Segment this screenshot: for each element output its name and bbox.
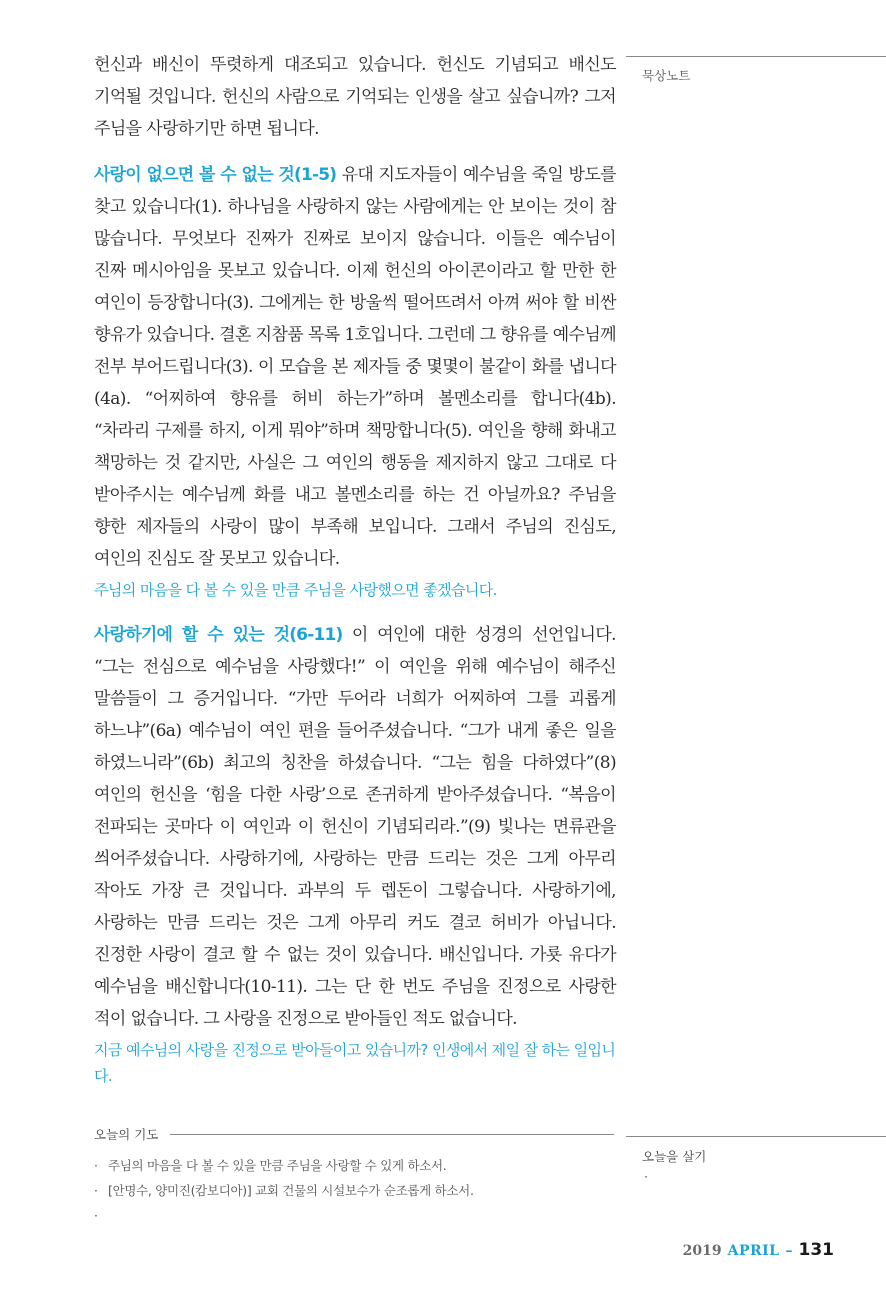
today-living-panel [626, 1136, 886, 1184]
prayer-label: 오늘의 기도 [94, 1127, 159, 1142]
page-number: 131 [798, 1240, 834, 1260]
section-because-of-love [94, 619, 616, 1089]
meditation-note-label: 묵상노트 [642, 68, 691, 83]
prayer-header [94, 1125, 614, 1143]
prayer-item [94, 1153, 614, 1178]
section-paragraph [94, 619, 616, 1035]
prayer-item-text: [안명수, 양미진(캄보디아)] 교회 건물의 시설보수가 순조롭게 하소서. [108, 1183, 474, 1198]
intro-paragraph: 헌신과 배신이 뚜렷하게 대조되고 있습니다. 헌신도 기념되고 배신도 기억될 것입니다. 헌신의 사람으로 기억되는 인생을 살고 싶습니까? 그저 주님을 사랑하기만 하면 됩니다. [94, 55, 616, 139]
bullet-icon: · [94, 1158, 98, 1173]
page-footer [683, 1240, 834, 1260]
prayer-list [94, 1153, 614, 1228]
bullet-icon: · [644, 1169, 648, 1184]
prayer-item-text: 주님의 마음을 다 볼 수 있을 만큼 주님을 사랑할 수 있게 하소서. [108, 1158, 447, 1173]
prayer-item [94, 1203, 614, 1228]
section-heading: 사랑이 없으면 볼 수 없는 것(1-5) [94, 165, 337, 185]
devotional-text [94, 49, 616, 1105]
bullet-icon: · [94, 1183, 98, 1198]
today-prayer [94, 1125, 614, 1228]
prayer-item [94, 1178, 614, 1203]
section-without-love [94, 159, 616, 603]
application-text: 주님의 마음을 다 볼 수 있을 만큼 주님을 사랑했으면 좋겠습니다. [94, 581, 497, 599]
section-body: 이 여인에 대한 성경의 선언입니다. “그는 전심으로 예수님을 사랑했다!” 이 여인을 위해 예수님이 해주신 말씀들이 그 증거입니다. “가만 두어라 너희가 어찌하여 그를 괴롭게 하느냐”(6a) 예수님이 여인 편을 들어주셨습니다. “그가 내게 좋은 일을 하였느니라”(6b) 최고의 칭찬을 하셨습니다. “그는 힘을 다하였다”(8) 여인의 헌신을 ‘힘을 다한 사랑’으로 존귀하게 받아주셨습니다. “복음이 전파되는 곳마다 이 여인과 이 헌신이 기념되리라.”(9) 빛나는 면류관을 씌어주셨습니다. 사랑하기에, 사랑하는 만큼 드리는 것은 그게 아무리 작아도 가장 큰 것입니다. 과부의 두 렙돈이 그렇습니다. 사랑하기에, 사랑하는 만큼 드리는 것은 그게 아무리 커도 결코 허비가 아닙니다. 진정한 사랑이 결코 할 수 없는 것이 있습니다. 배신입니다. 가룟 유다가 예수님을 배신합니다(10-11). 그는 단 한 번도 주님을 진정으로 사랑한 적이 없습니다. 그 사랑을 진정으로 받아들인 적도 없습니다. [94, 625, 616, 1029]
application-text: 지금 예수님의 사랑을 진정으로 받아들이고 있습니까? 인생에서 제일 잘 하는 일입니다. [94, 1041, 616, 1085]
prayer-divider [170, 1134, 614, 1135]
footer-year: 2019 [682, 1243, 722, 1259]
footer-month: APRIL [727, 1243, 780, 1259]
footer-dash: – [785, 1243, 793, 1259]
meditation-note-panel [626, 56, 886, 84]
bullet-icon: · [94, 1208, 98, 1223]
section-body: 유대 지도자들이 예수님을 죽일 방도를 찾고 있습니다(1). 하나님을 사랑하지 않는 사람에게는 안 보이는 것이 참 많습니다. 무엇보다 진짜가 진짜로 보이지 않습니다. 이들은 예수님이 진짜 메시아임을 못보고 있습니다. 이제 헌신의 아이콘이라고 할 만한 한 여인이 등장합니다(3). 그에게는 한 방울씩 떨어뜨려서 아껴 써야 할 비싼 향유가 있습니다. 결혼 지참품 목록 1호입니다. 그런데 그 향유를 예수님께 전부 부어드립니다(3). 이 모습을 본 제자들 중 몇몇이 불같이 화를 냅니다(4a). “어찌하여 향유를 허비 하는가”하며 볼멘소리를 합니다(4b). “차라리 구제를 하지, 이게 뭐야”하며 책망합니다(5). 여인을 향해 화내고 책망하는 것 같지만, 사실은 그 여인의 행동을 제지하지 않고 그대로 다 받아주시는 예수님께 화를 내고 볼멘소리를 하는 건 아닐까요? 주님을 향한 제자들의 사랑이 많이 부족해 보입니다. 그래서 주님의 진심도, 여인의 진심도 잘 못보고 있습니다. [94, 165, 617, 569]
section-paragraph [94, 159, 616, 575]
today-living-label: 오늘을 살기 [642, 1149, 707, 1164]
section-heading: 사랑하기에 할 수 있는 것(6-11) [94, 625, 343, 645]
